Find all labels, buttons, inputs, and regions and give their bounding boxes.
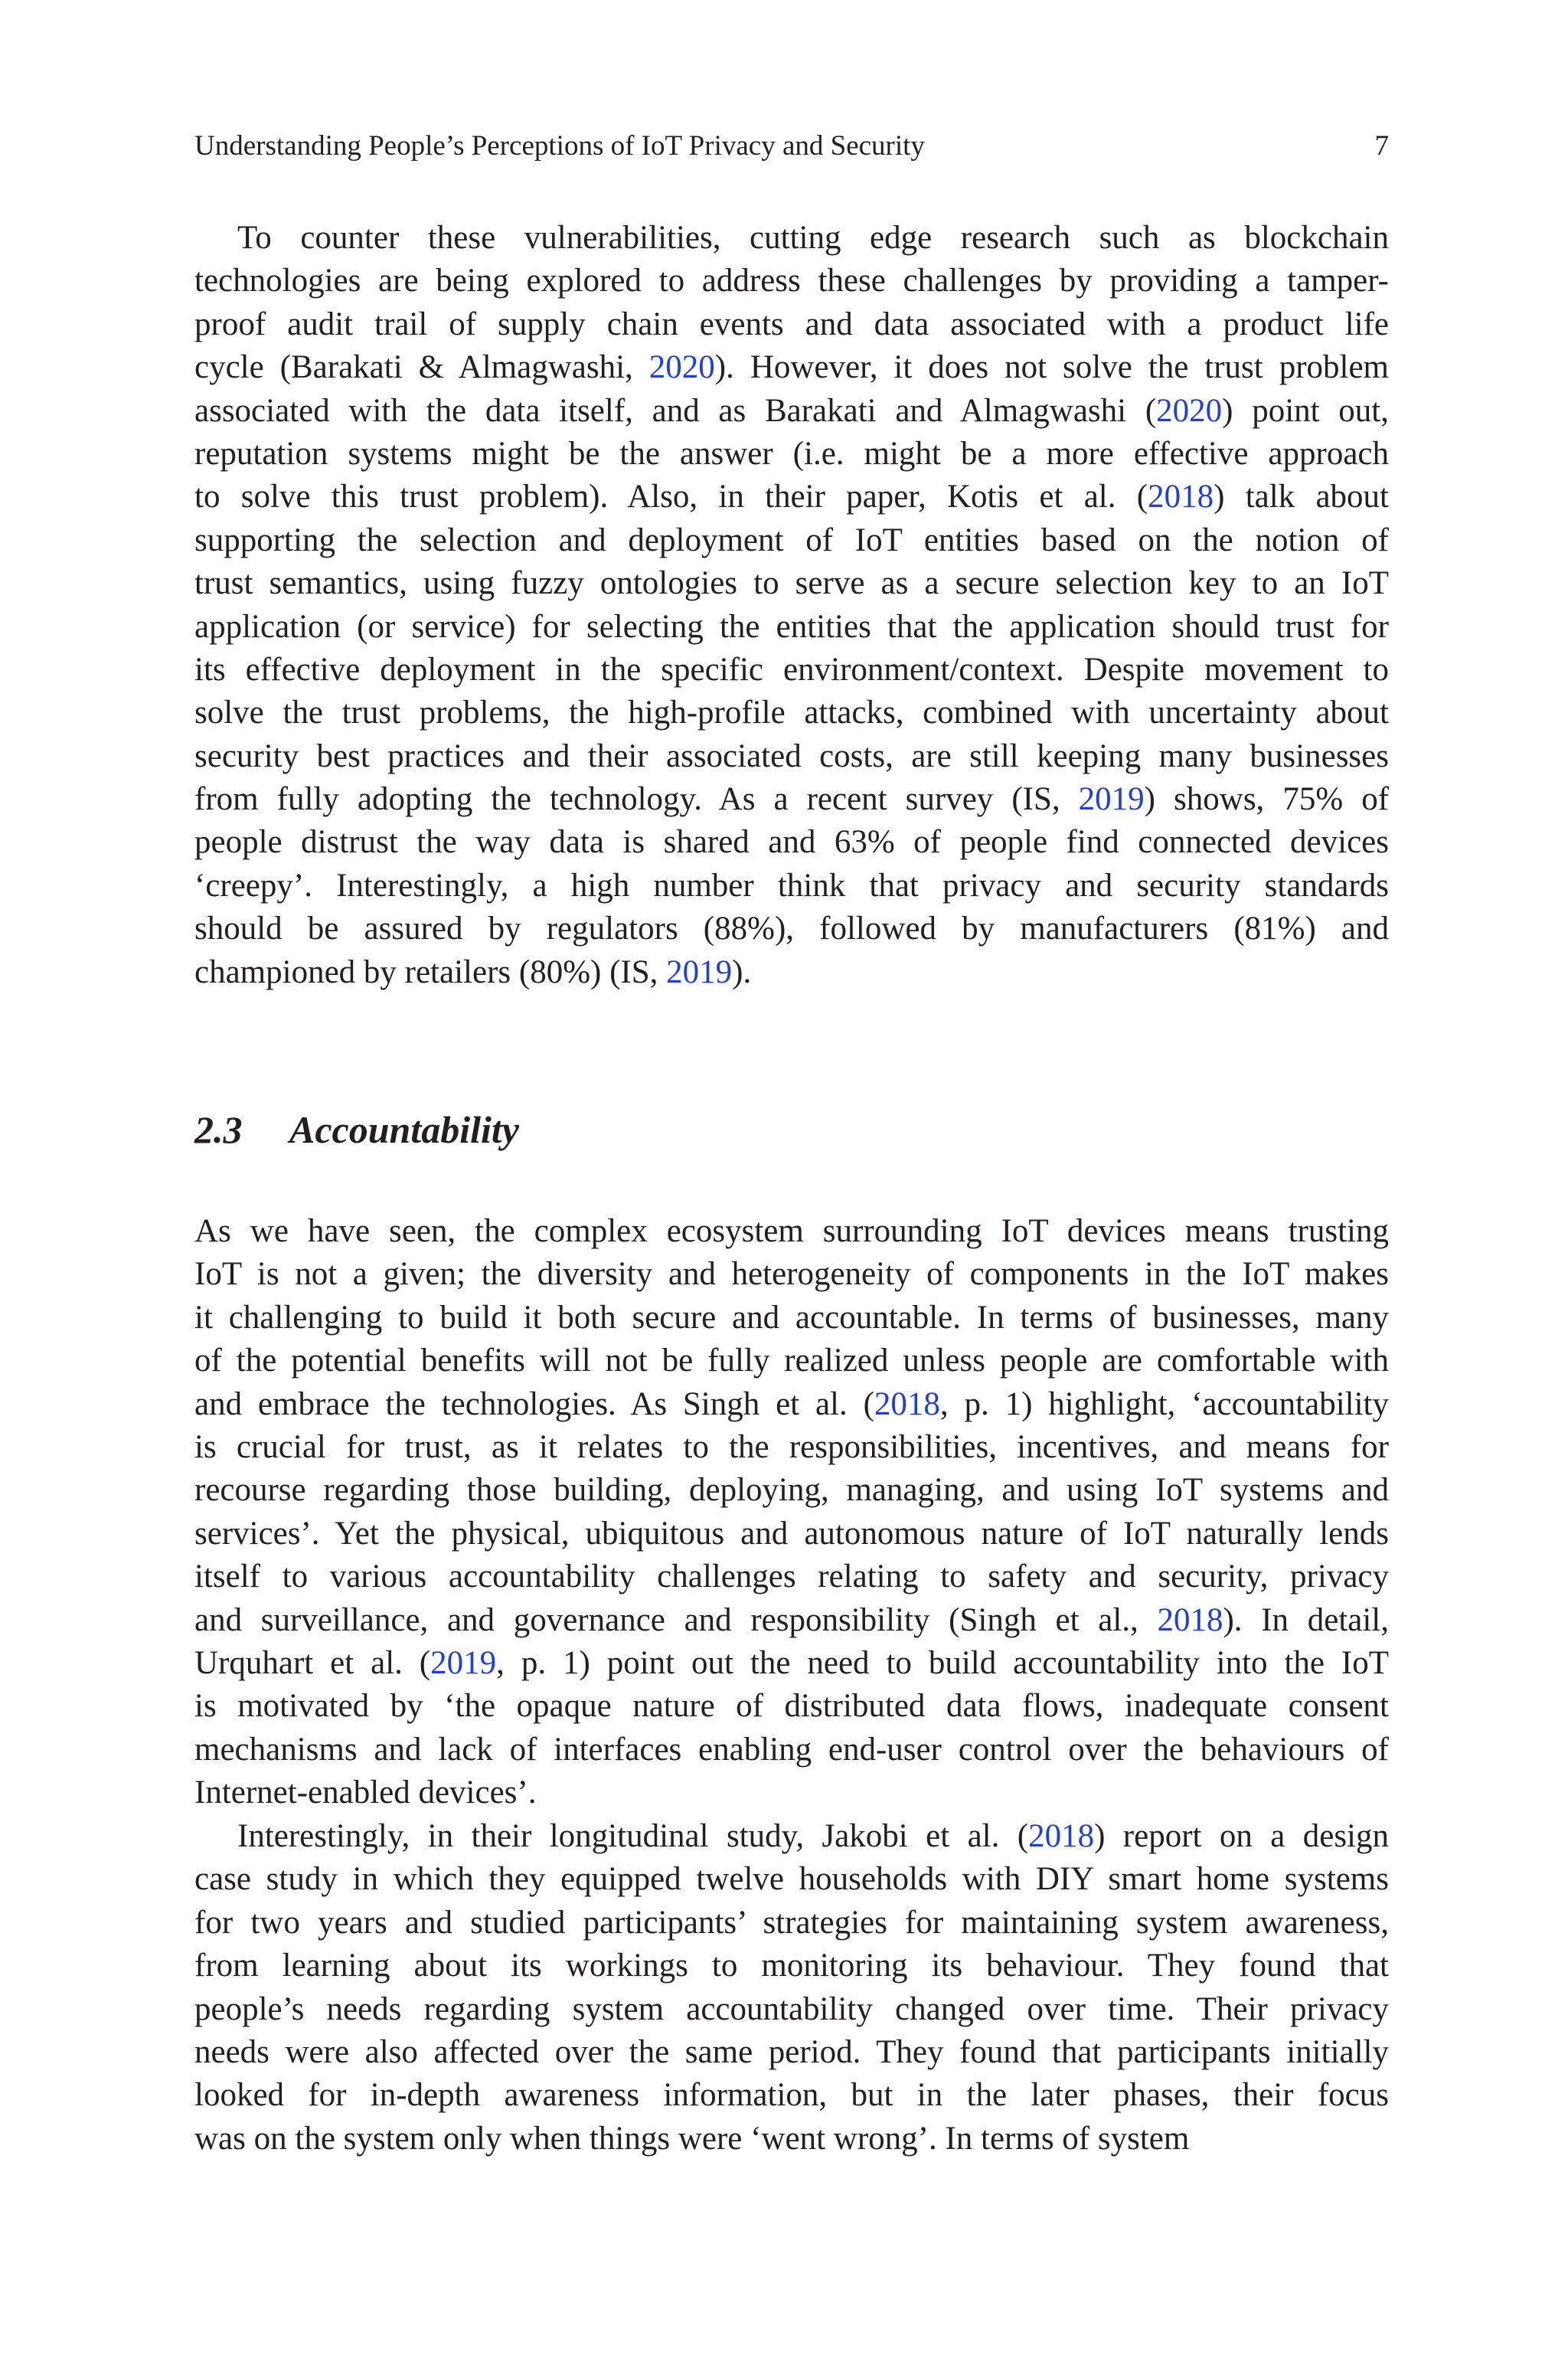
citation-link[interactable]: 2018 — [1148, 479, 1214, 515]
text-line: and surveillance, and governance and responsibility (Singh et al., 2018). In detail, — [194, 1601, 1389, 1638]
citation-link[interactable]: 2018 — [1028, 1818, 1095, 1854]
text-line: from learning about its workings to monitoring its behaviour. They found that — [194, 1948, 1389, 1984]
text-line: case study in which they equipped twelve households with DIY smart home systems — [194, 1861, 1389, 1898]
text-line: was on the system only when things were ‘went wrong’. In terms of system — [194, 2120, 1190, 2157]
citation-link[interactable]: 2018 — [1157, 1601, 1223, 1638]
citation-link[interactable]: 2020 — [1156, 392, 1223, 429]
text-line: Urquhart et al. (2019, p. 1) point out the need to build accountability into the IoT — [194, 1644, 1390, 1681]
text-line: people distrust the way data is shared and 63% of people find connected devices — [194, 824, 1389, 861]
text-line: security best practices and their associated costs, are still keeping many businesses — [194, 738, 1389, 774]
paragraph-longitudinal-study — [194, 1815, 1389, 2160]
text-line: its effective deployment in the specific environment/context. Despite movement to — [194, 651, 1389, 688]
citation-link[interactable]: 2020 — [648, 349, 715, 386]
text-line: IoT is not a given; the diversity and heterogeneity of components in the IoT makes — [194, 1256, 1389, 1293]
paragraph-trust — [194, 217, 1389, 994]
text-line: from fully adopting the technology. As a recent survey (IS, 2019) shows, 75% of — [194, 781, 1390, 818]
text-line: is motivated by ‘the opaque nature of distributed data flows, inadequate consent — [194, 1688, 1389, 1725]
text-line: supporting the selection and deployment of IoT entities based on the notion of — [194, 522, 1389, 558]
text-line: mechanisms and lack of interfaces enabling end-user control over the behaviours of — [194, 1731, 1389, 1768]
text-line: solve the trust problems, the high-profile attacks, combined with uncertainty about — [194, 695, 1389, 731]
text-line: recourse regarding those building, deploying, managing, and using IoT systems and — [194, 1472, 1389, 1509]
text-line: To counter these vulnerabilities, cutting edge research such as blockchain — [237, 220, 1389, 256]
text-line: Internet-enabled devices’. — [194, 1775, 537, 1811]
text-line: championed by retailers (80%) (IS, 2019). — [194, 953, 752, 990]
text-line: reputation systems might be the answer (i.e. might be a more effective approach — [194, 435, 1389, 472]
citation-link[interactable]: 2018 — [874, 1385, 940, 1422]
text-line: trust semantics, using fuzzy ontologies to serve as a secure selection key to an IoT — [194, 565, 1389, 602]
page-number: 7 — [1374, 130, 1389, 162]
text-line: needs were also affected over the same period. They found that participants initially — [194, 2033, 1389, 2070]
text-line: should be assured by regulators (88%), followed by manufacturers (81%) and — [194, 911, 1389, 947]
citation-link[interactable]: 2019 — [1078, 781, 1145, 818]
text-line: associated with the data itself, and as Barakati and Almagwashi (2020) point out, — [194, 392, 1390, 429]
text-line: it challenging to build it both secure and accountable. In terms of businesses, many — [194, 1299, 1389, 1336]
text-line: looked for in-depth awareness information, but in the later phases, their focus — [194, 2077, 1389, 2114]
paragraph-accountability-intro — [194, 1210, 1389, 1814]
text-line: cycle (Barakati & Almagwashi, 2020). However, it does not solve the trust problem — [194, 349, 1389, 386]
text-line: Interestingly, in their longitudinal study, Jakobi et al. (2018) report on a design — [237, 1818, 1390, 1854]
running-head-title: Understanding People’s Perceptions of IoT Privacy and Security — [194, 130, 925, 162]
text-line: proof audit trail of supply chain events and data associated with a product life — [194, 306, 1389, 342]
text-line: is crucial for trust, as it relates to the responsibilities, incentives, and means for — [194, 1428, 1389, 1465]
text-line: As we have seen, the complex ecosystem surrounding IoT devices means trusting — [194, 1213, 1389, 1249]
text-line: itself to various accountability challenges relating to safety and security, privacy — [194, 1559, 1389, 1595]
running-head — [194, 127, 1389, 165]
text-line: for two years and studied participants’ strategies for maintaining system awareness, — [194, 1904, 1389, 1941]
section-number: 2.3 — [194, 1108, 243, 1151]
text-line: of the potential benefits will not be fully realized unless people are comfortable with — [194, 1343, 1389, 1379]
text-line: application (or service) for selecting the entities that the application should trust for — [194, 608, 1389, 645]
citation-link[interactable]: 2019 — [430, 1644, 497, 1681]
text-line: technologies are being explored to address these challenges by providing a tamper- — [194, 263, 1389, 299]
section-title: Accountability — [289, 1108, 519, 1151]
citation-link[interactable]: 2019 — [666, 953, 733, 990]
text-line: and embrace the technologies. As Singh et al. (2018, p. 1) highlight, ‘accountability — [194, 1385, 1389, 1422]
text-line: services’. Yet the physical, ubiquitous and autonomous nature of IoT naturally lends — [194, 1515, 1389, 1552]
text-line: to solve this trust problem). Also, in their paper, Kotis et al. (2018) talk about — [194, 479, 1389, 515]
text-line: people’s needs regarding system accountability changed over time. Their privacy — [194, 1990, 1389, 2027]
text-line: ‘creepy’. Interestingly, a high number think that privacy and security standards — [194, 867, 1389, 904]
section-heading — [194, 1103, 519, 1156]
